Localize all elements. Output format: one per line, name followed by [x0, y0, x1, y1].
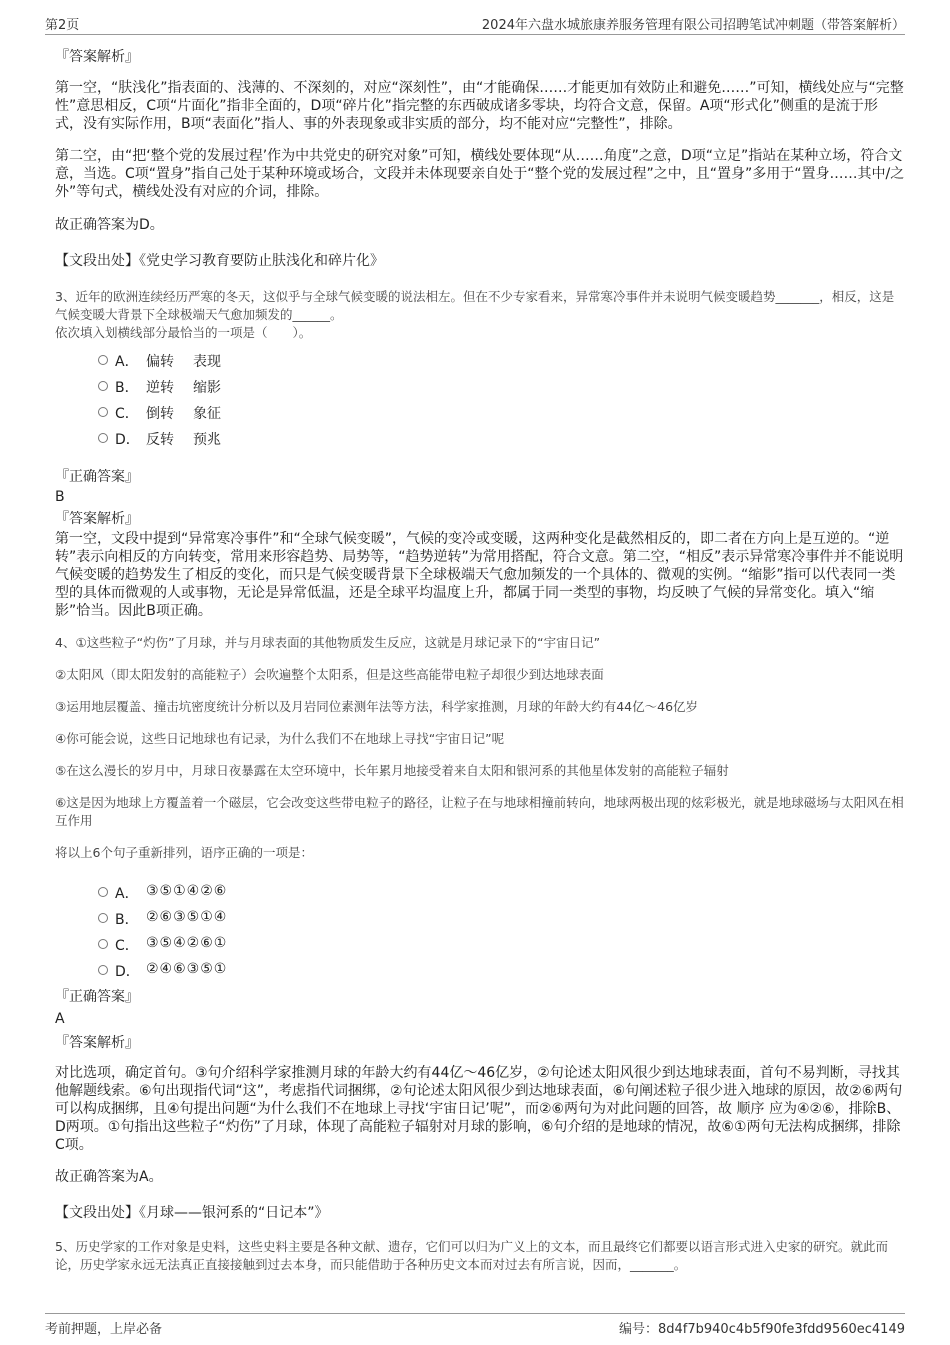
radio-icon[interactable] [98, 887, 108, 897]
option-a[interactable] [55, 880, 905, 906]
analysis-paragraph: 第一空，文段中提到“异常寒冷事件”和“全球气候变暖”，气候的变冷或变暖，这两种变化是截然相反的，即二者在方向上是互逆的。“逆转”表示向相反的方向转变，常用来形容趋势、局势等，“趋势逆转”为常用搭配，符合文意。第二空，“相反”表示异常寒冷事件并不能说明气候变暖的趋势发生了相反的变化，而只是气候变暖背景下全球极端天气愈加频发的一个具体的、微观的实例。“缩影”指可以代表同一类型的具体而微观的人或事物，无论是异常低温，还是全球平均温度上升，都属于同一类型的事物，均反映了气候的异常变化。填入“缩影”恰当。因此B项正确。 [55, 531, 904, 619]
source-citation: 【文段出处】《党史学习教育要防止肤浅化和碎片化》 [55, 253, 384, 269]
sentence-4: ④你可能会说，这些日记地球也有记录，为什么我们不在地球上寻找“宇宙日记”呢 [55, 731, 505, 746]
correct-answer-label: 『正确答案』 [55, 469, 139, 485]
question-3-instruction: 依次填入划横线部分最恰当的一项是（ ）。 [55, 325, 312, 340]
option-word: 缩影 [193, 380, 221, 396]
option-label: D． [115, 964, 140, 980]
question-3-options [55, 348, 905, 452]
option-b[interactable] [55, 374, 905, 400]
option-sequence: ③⑤④②⑥① [146, 935, 228, 951]
document-title: 2024年六盘水城旅康养服务管理有限公司招聘笔试冲刺题（带答案解析） [481, 18, 905, 33]
option-label: A． [115, 886, 139, 902]
conclusion: 故正确答案为A。 [55, 1169, 163, 1185]
option-sequence: ②⑥③⑤①④ [146, 909, 228, 925]
option-word: 偏转 [146, 354, 174, 370]
footer-slogan: 考前押题，上岸必备 [45, 1322, 163, 1337]
question-3-text: 3、近年的欧洲连续经历严寒的冬天，这似乎与全球气候变暖的说法相左。但在不少专家看来，异常寒冷事件并未说明气候变暖趋势_______，相反，这是气候变暖大背景下全球极端天气愈加频发的______。 [55, 289, 895, 322]
radio-icon[interactable] [98, 913, 108, 923]
analysis-paragraph: 对比选项，确定首句。③句介绍科学家推测月球的年龄大约有44亿～46亿岁，②句论述太阳风很少到达地球表面，首句不易判断，寻找其他解题线索。⑥句出现指代词“这”，考虑指代词捆绑，②句论述太阳风很少到达地球表面，⑥句阐述粒子很少进入地球的原因，故②⑥两句可以构成捆绑，且④句提出问题“为什么我们不在地球上寻找‘宇宙日记’呢”，而②⑥两句为对此问题的回答，故 顺序 应为④②⑥，排除B、D两项。①句指出这些粒子“灼伤”了月球，体现了高能粒子辐射对月球的影响，⑥句介绍的是地球的情况，故⑥①两句无法构成捆绑，排除C项。 [55, 1065, 903, 1153]
source-citation: 【文段出处】《月球——银河系的“日记本”》 [55, 1205, 329, 1221]
option-b[interactable] [55, 906, 905, 932]
correct-answer: A [55, 1011, 65, 1027]
analysis-paragraph: 第二空，由“把‘整个党的发展过程’作为中共党史的研究对象”可知，横线处要体现“从……角度”之意，D项“立足”指站在某种立场，符合文意，当选。C项“置身”指自己处于某种环境或场合，文段并未体现要亲自处于“整个党的发展过程”之中，且“置身”多用于“置身……其中/之外”等句式，横线处没有对应的介词，排除。 [55, 148, 905, 200]
sentence-3: ③运用地层覆盖、撞击坑密度统计分析以及月岩同位素测年法等方法，科学家推测，月球的年龄大约有44亿～46亿岁 [55, 699, 699, 714]
option-c[interactable] [55, 932, 905, 958]
sentence-2: ②太阳风（即太阳发射的高能粒子）会吹遍整个太阳系，但是这些高能带电粒子却很少到达地球表面 [55, 667, 604, 682]
document-content [55, 40, 905, 1274]
radio-icon[interactable] [98, 939, 108, 949]
answer-analysis-label: 『答案解析』 [55, 49, 139, 65]
option-word: 表现 [193, 354, 221, 370]
question-4-instruction: 将以上6个句子重新排列，语序正确的一项是： [55, 845, 313, 860]
option-label: B． [115, 912, 139, 928]
radio-icon[interactable] [98, 381, 108, 391]
radio-icon[interactable] [98, 355, 108, 365]
option-word: 倒转 [146, 406, 174, 422]
radio-icon[interactable] [98, 433, 108, 443]
option-word: 逆转 [146, 380, 174, 396]
option-label: C． [115, 938, 139, 954]
option-label: C． [115, 406, 139, 422]
option-word: 预兆 [193, 432, 221, 448]
option-d[interactable] [55, 958, 905, 984]
option-a[interactable] [55, 348, 905, 374]
option-label: B． [115, 380, 139, 396]
answer-analysis-label: 『答案解析』 [55, 511, 139, 527]
page-number: 第2页 [45, 18, 80, 33]
option-label: A． [115, 354, 139, 370]
correct-answer-label: 『正确答案』 [55, 989, 139, 1005]
question-5-text: 5、历史学家的工作对象是史料，这些史料主要是各种文献、遗存，它们可以归为广义上的文本，而且最终它们都要以语言形式进入史家的研究。就此而论，历史学家永远无法真正直接接触到过去本身，而只能借助于各种历史文本而对过去有所言说，因而，_______。 [55, 1239, 888, 1272]
correct-answer: B [55, 489, 65, 505]
document-id: 编号：8d4f7b940c4b5f90fe3fdd9560ec4149 [618, 1322, 905, 1337]
radio-icon[interactable] [98, 407, 108, 417]
sentence-6: ⑥这是因为地球上方覆盖着一个磁层，它会改变这些带电粒子的路径，让粒子在与地球相撞前转向，地球两极出现的炫彩极光，就是地球磁场与太阳风在相互作用 [55, 795, 904, 828]
sentence-5: ⑤在这么漫长的岁月中，月球日夜暴露在太空环境中，长年累月地接受着来自太阳和银河系的其他星体发射的高能粒子辐射 [55, 763, 729, 778]
analysis-paragraph: 第一空，“肤浅化”指表面的、浅薄的、不深刻的，对应“深刻性”，由“才能确保……才能更加有效防止和避免……”可知，横线处应与“完整性”意思相反，C项“片面化”指非全面的，D项“碎片化”指完整的东西破成诸多零块，均符合文意，保留。A项“形式化”侧重的是流于形式，没有实际作用，B项“表面化”指人、事的外表现象或非实质的部分，均不能对应“完整性”，排除。 [55, 80, 904, 132]
option-c[interactable] [55, 400, 905, 426]
answer-analysis-label: 『答案解析』 [55, 1035, 139, 1051]
option-sequence: ③⑤①④②⑥ [146, 883, 228, 899]
option-d[interactable] [55, 426, 905, 452]
option-word: 象征 [193, 406, 221, 422]
conclusion: 故正确答案为D。 [55, 217, 164, 233]
question-4-options [55, 880, 905, 984]
option-sequence: ②④⑥③⑤① [146, 961, 228, 977]
page-footer [45, 1313, 905, 1337]
page-header [45, 12, 905, 35]
option-label: D． [115, 432, 140, 448]
sentence-1: 4、①这些粒子“灼伤”了月球，并与月球表面的其他物质发生反应，这就是月球记录下的“宇宙日记” [55, 635, 601, 650]
radio-icon[interactable] [98, 965, 108, 975]
option-word: 反转 [146, 432, 174, 448]
